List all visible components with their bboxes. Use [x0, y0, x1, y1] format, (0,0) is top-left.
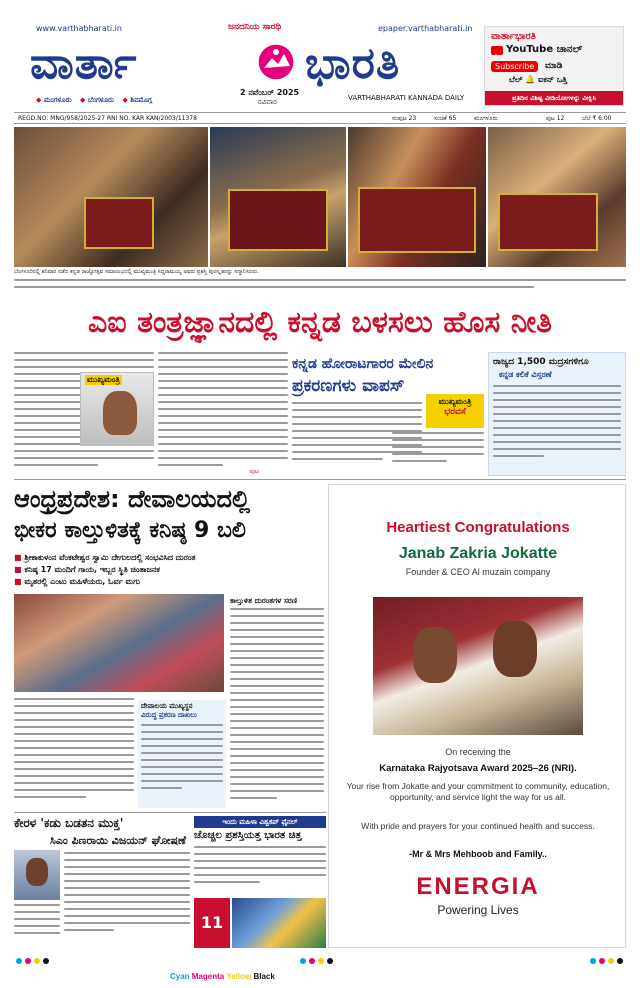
story6-headline: ಚೊಚ್ಚಲ ಪ್ರಶಸ್ತಿಯತ್ತ ಭಾರತ ಚಿತ್ತ [194, 830, 302, 841]
kerala-cm-face [26, 858, 48, 886]
story2-badge-line1: ಮುಖ್ಯಮಂತ್ರಿ [438, 397, 472, 406]
label-cyan: Cyan [170, 972, 190, 981]
dot-icon [318, 958, 324, 964]
epaper-url[interactable]: epaper.varthabharati.in [378, 24, 473, 33]
ad-brand-logo: ENERGIA [416, 873, 540, 900]
emblem-logo [254, 40, 298, 84]
story3-box [488, 352, 626, 476]
award-plaque [498, 193, 598, 251]
story4-sub-heading-2: ವಿರುದ್ಧ ಪ್ರಕರಣ ದಾಖಲು [141, 711, 197, 719]
site-url[interactable]: www.varthabharati.in [36, 24, 122, 33]
dot-icon [34, 958, 40, 964]
edition-item: ಶಿವಮೊಗ್ಗ [130, 96, 153, 104]
story4-bullet: ■ ಕನಿಷ್ಠ 17 ಮಂದಿಗೆ ಗಾಯ, ಇಬ್ಬರ ಸ್ಥಿತಿ ಚಿಂತಾಜನಕ [14, 565, 160, 574]
masthead-title-left: ವಾರ್ತಾ [30, 38, 138, 89]
label-magenta: Magenta [191, 972, 225, 981]
tagline: ಜನದನಿಯ ಸಾರಥಿ [228, 22, 282, 32]
registration-bar [14, 112, 626, 124]
story4-bullet: ■ ಮೃತರಲ್ಲಿ ಎಂಟು ಮಹಿಳೆಯರು, ಓರ್ವ ಮಗು [14, 577, 141, 586]
emblem-icon [254, 40, 298, 84]
worldcup-photo [232, 898, 326, 948]
subscribe-button[interactable]: Subscribe [491, 61, 538, 72]
story4-bullets [14, 552, 324, 588]
ad-from: -Mr & Mrs Mehboob and Family.. [409, 849, 547, 859]
dot-icon [16, 958, 22, 964]
main-headline: ಎಐ ತಂತ್ರಜ್ಞಾನದಲ್ಲಿ ಕನ್ನಡ ಬಳಸಲು ಹೊಸ ನೀತಿ [87, 305, 553, 340]
ad-brand-tag: Powering Lives [437, 903, 519, 917]
ad-occasion: On receiving the [445, 747, 511, 757]
color-dots-mid [300, 958, 333, 964]
edition-list [36, 96, 152, 105]
edition-bullet-icon: ◆ [122, 96, 128, 104]
story4-side-text [230, 608, 324, 808]
story3-text [493, 385, 621, 471]
meta-price: ಬೆಲೆ ₹ 6.00 [582, 115, 612, 122]
section-divider [14, 479, 626, 480]
color-dots-right [590, 958, 623, 964]
story3-headline-1: ರಾಜ್ಯದ 1,500 ಮದ್ರಸಗಳಿಗೂ [493, 357, 589, 367]
stampede-photo [14, 594, 224, 692]
story4-subbox [138, 700, 226, 808]
reg-number: REGD.NO: MNG/958/2025-27 RNI NO. KAR KAN/2003/11378 [18, 115, 197, 122]
story3-headline-2: ಕನ್ನಡ ಕಲಿಕೆ ವಿಸ್ತರಣೆ [499, 370, 552, 379]
masthead [0, 0, 640, 112]
ad-person-1 [413, 627, 457, 683]
dot-icon [300, 958, 306, 964]
ad-role: Founder & CEO Al muzain company [405, 567, 551, 577]
edition-bullet-icon: ◆ [36, 96, 42, 104]
youtube-promo[interactable] [484, 26, 624, 106]
edition-item: ಬೆಂಗಳೂರು [87, 96, 114, 104]
dot-icon [25, 958, 31, 964]
issue-date: 2 ನವೆಂಬರ್ 2025 [240, 88, 300, 97]
edition-item: ಮಂಗಳೂರು [43, 96, 72, 104]
photo-award-2 [210, 127, 346, 267]
meta-volume: ಸಂಪುಟ 23 [392, 115, 417, 122]
story4-headline-1: ಆಂಧ್ರಪ್ರದೇಶ: ದೇವಾಲಯದಲ್ಲಿ [14, 485, 251, 513]
photo-award-1 [14, 127, 208, 267]
story5-headline-1: ಕೇರಳ 'ಕಡು ಬಡತನ ಮುಕ್ತ' [14, 816, 124, 830]
story6-page-badge: 11 [194, 898, 230, 948]
dot-icon [327, 958, 333, 964]
label-black: Black [253, 972, 275, 981]
promo-bottom-strip: ಪ್ರತಿದಿನ ವಿಶಿಷ್ಟ ವೀಡಿಯೋಗಳನ್ನು ವೀಕ್ಷಿಸಿ [485, 91, 623, 105]
story4-side-heading: ಕಾಲ್ತುಳಿತ ದುರಂತಗಳ ಸರಣಿ [230, 596, 298, 605]
dot-icon [599, 958, 605, 964]
photo-award-4 [488, 127, 626, 267]
promo-subscribe-suffix: ಮಾಡಿ [545, 61, 563, 71]
ad-congrats: Heartiest Congratulations [386, 519, 570, 536]
story5-text-2 [14, 904, 60, 948]
ad-name: Janab Zakria Jokatte [398, 545, 558, 562]
top-photo-caption: ಬೆಂಗಳೂರಿನಲ್ಲಿ ಶನಿವಾರ ನಡೆದ ಕನ್ನಡ ರಾಜ್ಯೋತ್ಸವ ಸಮಾರಂಭದಲ್ಲಿ ಮುಖ್ಯಮಂತ್ರಿ ಸಿದ್ದರಾಮಯ್ಯ ಅವರು ಪ್ರಶಸ್ತಿ ಪುರಸ್ಕೃತರನ್ನು ಸನ್ಮಾನಿಸಿದರು. [14, 269, 259, 275]
bullet-icon: ■ [14, 565, 22, 574]
caption-text-lines [14, 279, 626, 295]
story4-text [14, 698, 134, 808]
award-plaque [228, 189, 328, 251]
registration-marks [0, 952, 640, 988]
meta-issue: ಸಂಚಿಕೆ 65 [434, 115, 457, 122]
continued-marker[interactable]: ಪುಟ [250, 468, 259, 475]
story2-badge [426, 394, 484, 428]
youtube-icon [491, 46, 503, 55]
story2-headline-1: ಕನ್ನಡ ಹೋರಾಟಗಾರರ ಮೇಲಿನ [292, 356, 434, 372]
meta-edition: ಮಂಗಳೂರು [474, 115, 498, 122]
story5-headline-2: ಸಿಎಂ ಪಿಣರಾಯಿ ವಿಜಯನ್ ಘೋಷಣೆ [50, 834, 186, 847]
cm-portrait [80, 372, 154, 446]
story2-headline-2: ಪ್ರಕರಣಗಳು ವಾಪಸ್ [292, 376, 405, 396]
section-divider [14, 812, 326, 813]
story6-text [194, 846, 326, 896]
paper-name-en: VARTHABHARATI KANNADA DAILY [348, 94, 465, 102]
cm-face [103, 391, 137, 435]
ad-message: Your rise from Jokatte and your commitment to community, education, opportunity, and service light the way for us all. [346, 781, 610, 802]
award-plaque [84, 197, 154, 249]
masthead-title-right: ಭಾರತಿ [305, 38, 401, 89]
award-plaque [358, 187, 476, 253]
bullet-icon: ■ [14, 577, 22, 586]
kerala-cm-photo [14, 850, 60, 900]
photo-award-3 [348, 127, 486, 267]
promo-line1: ವಾರ್ತಾಭಾರತಿ [491, 31, 536, 42]
dot-icon [590, 958, 596, 964]
ad-person-2 [493, 621, 537, 677]
edition-bullet-icon: ◆ [80, 96, 86, 104]
bullet-icon: ■ [14, 553, 22, 562]
story2-text-2 [392, 432, 484, 474]
congratulations-ad[interactable] [328, 484, 626, 948]
main-story-text-2 [158, 352, 288, 472]
promo-bell-text: ಬೆಲ್ 🔔 ಐಕನ್ ಒತ್ತಿ [509, 75, 567, 84]
dot-icon [309, 958, 315, 964]
story4-headline-2: ಭೀಕರ ಕಾಲ್ತುಳಿತಕ್ಕೆ ಕನಿಷ್ಠ 9 ಬಲಿ [14, 518, 246, 543]
cm-label: ಮುಖ್ಯಮಂತ್ರಿ [87, 375, 120, 384]
story5-text [64, 852, 190, 946]
issue-day: ರವಿವಾರ [258, 98, 277, 106]
story4-sub-text [141, 724, 223, 804]
ad-award: Karnataka Rajyotsava Award 2025–26 (NRI). [379, 763, 577, 774]
promo-line2: YouTube ಚಾನಲ್ [506, 44, 583, 55]
ad-photo [373, 597, 583, 735]
dot-icon [617, 958, 623, 964]
ad-wishes: With pride and prayers for your continued health and success. [361, 821, 595, 831]
story6-banner: ಇಂದು ಮಹಿಳಾ ವಿಶ್ವಕಪ್ ಫೈನಲ್ [194, 816, 326, 828]
label-yellow: Yellow [226, 972, 252, 981]
dot-icon [43, 958, 49, 964]
story4-sub-heading-1: ದೇವಾಲಯ ಮುಖ್ಯಸ್ಥನ [141, 702, 193, 710]
story4-bullet: ■ ಶ್ರೀಕಾಕುಳಂನ ವೆಂಕಟೇಶ್ವರ ಸ್ವಾಮಿ ದೇಗುಲದಲ್ಲಿ ಸಂಭವಿಸಿದ ದುರಂತ [14, 553, 196, 562]
story2-badge-line2: ಭರವಸೆ [444, 407, 466, 417]
meta-pages: ಪುಟ 12 [546, 115, 565, 122]
color-strip [170, 972, 275, 981]
color-dots-left [16, 958, 49, 964]
dot-icon [608, 958, 614, 964]
